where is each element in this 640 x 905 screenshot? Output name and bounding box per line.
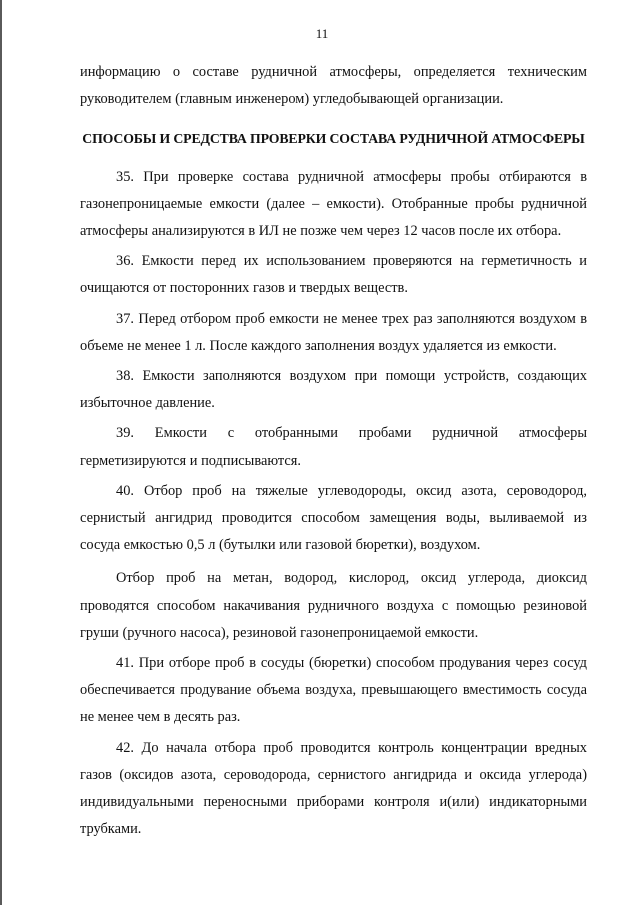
paragraph-38: 38. Емкости заполняются воздухом при помощи устройств, создающих избыточное давление. — [80, 368, 587, 412]
paragraph-41: 41. При отборе проб в сосуды (бюретки) способом продувания через сосуд обеспечивается продувание объема воздуха, превышающего вместимость сосуда не менее чем в десять раз. — [80, 655, 587, 726]
document-body — [80, 59, 587, 843]
paragraph-39: 39. Емкости с отобранными пробами рудничной атмосферы герметизируются и подписываются. — [80, 425, 587, 469]
paragraph-35: 35. При проверке состава рудничной атмосферы пробы отбираются в газонепроницаемые емкости (далее – емкости). Отобранные пробы рудничной атмосферы анализируются в ИЛ не позже чем через 12 часов после их отбора. — [80, 168, 587, 240]
page-number: 11 — [315, 26, 329, 41]
paragraph-42: 42. До начала отбора проб проводится контроль концентрации вредных газов (оксидов азота, сероводорода, сернистого ангидрида и оксида углерода) индивидуальными переносными приборами контроля и(или) индикаторными трубками. — [80, 739, 587, 838]
paragraph-40-continued: Отбор проб на метан, водород, кислород, оксид углерода, диоксид проводятся способом накачивания рудничного воздуха с помощью резиновой груши (ручного насоса), резиновой газонепроницаемой емкости. — [80, 570, 587, 641]
paragraph-40: 40. Отбор проб на тяжелые углеводороды, оксид азота, сероводород, сернистый ангидрид проводится способом замещения воды, выливаемой из сосуда емкостью 0,5 л (бутылки или газовой бюретки), воздухом. — [80, 482, 587, 554]
paragraph-37: 37. Перед отбором проб емкости не менее трех раз заполняются воздухом в объеме не менее 1 л. После каждого заполнения воздух удаляется из емкости. — [80, 310, 587, 354]
intro-paragraph: информацию о составе рудничной атмосферы, определяется техническим руководителем (главным инженером) угледобывающей организации. — [80, 64, 587, 108]
paragraph-36: 36. Емкости перед их использованием проверяются на герметичность и очищаются от посторонних газов и твердых веществ. — [80, 253, 587, 297]
section-heading: СПОСОБЫ И СРЕДСТВА ПРОВЕРКИ СОСТАВА РУДНИЧНОЙ АТМОСФЕРЫ — [82, 131, 585, 147]
